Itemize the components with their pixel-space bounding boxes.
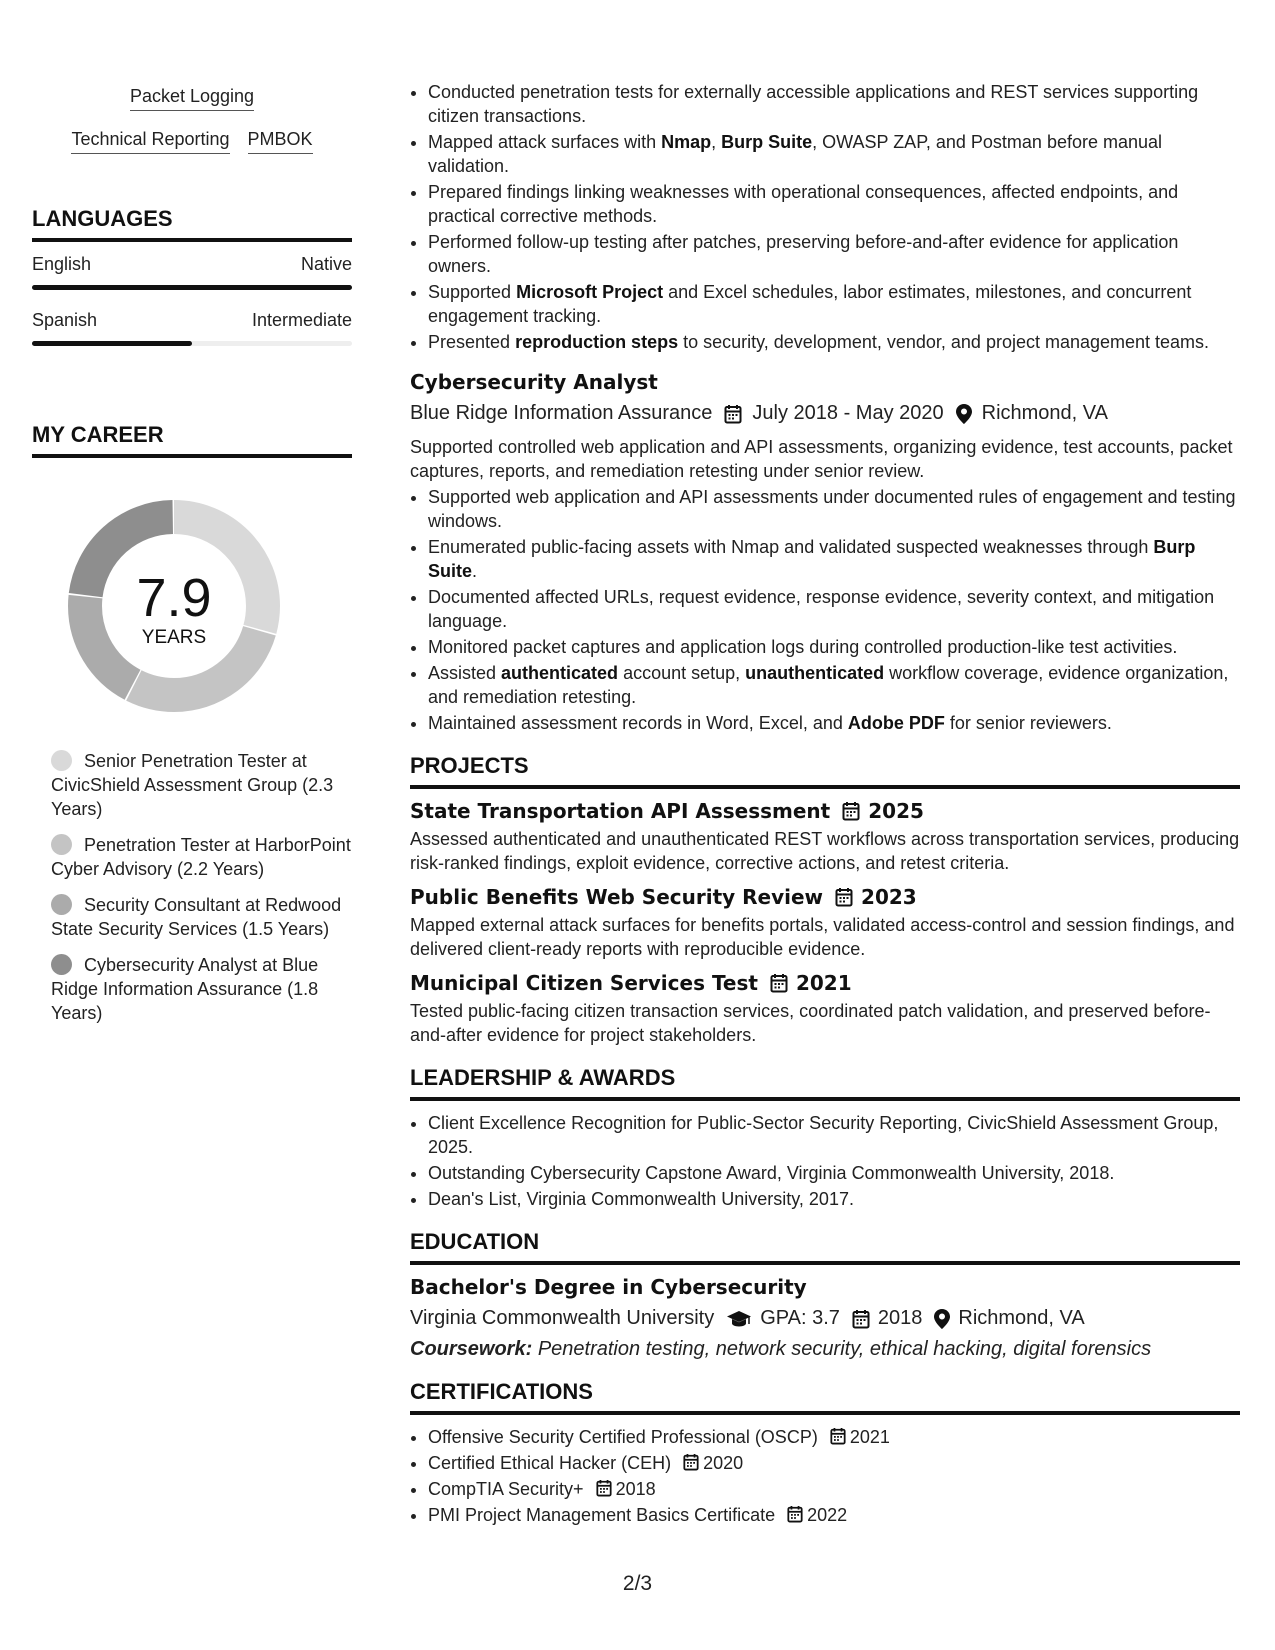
bullet-item: • Supported Microsoft Project and Excel schedules, labor estimates, milestones, and concurrent engagement tracking. bbox=[428, 280, 1240, 328]
awards-heading: LEADERSHIP & AWARDS bbox=[410, 1065, 1240, 1101]
project-item bbox=[410, 885, 1240, 961]
calendar-icon bbox=[770, 973, 788, 993]
job-title: Cybersecurity Analyst bbox=[410, 370, 658, 394]
language-proficiency-bar bbox=[32, 341, 352, 346]
calendar-icon bbox=[852, 1309, 870, 1329]
project-year: 2021 bbox=[795, 971, 852, 995]
legend-dot bbox=[51, 894, 72, 915]
language-name: English bbox=[32, 254, 92, 274]
calendar-icon bbox=[830, 1427, 846, 1445]
location-pin-icon bbox=[934, 1309, 950, 1329]
bullet-item: • Mapped attack surfaces with Nmap, Burp Suite, OWASP ZAP, and Postman before manual validation. bbox=[428, 130, 1240, 178]
job-dates: July 2018 - May 2020 bbox=[752, 402, 944, 424]
languages-heading: LANGUAGES bbox=[32, 206, 352, 242]
cert-name: Certified Ethical Hacker (CEH) bbox=[428, 1453, 672, 1473]
previous-job-bullets bbox=[410, 80, 1240, 354]
cert-item bbox=[428, 1503, 1240, 1527]
projects-heading: PROJECTS bbox=[410, 753, 1240, 789]
cert-item bbox=[428, 1425, 1240, 1449]
cert-item bbox=[428, 1451, 1240, 1475]
cert-year: 2018 bbox=[615, 1479, 656, 1499]
graduation-year: 2018 bbox=[877, 1307, 923, 1329]
award-item: • Dean's List, Virginia Commonwealth University, 2017. bbox=[428, 1187, 1240, 1211]
skill-tags-row-2 bbox=[32, 129, 352, 154]
certifications-heading: CERTIFICATIONS bbox=[410, 1379, 1240, 1415]
bullet-item: • Conducted penetration tests for externally accessible applications and REST services supporting citizen transactions. bbox=[428, 80, 1240, 128]
degree-title: Bachelor's Degree in Cybersecurity bbox=[410, 1275, 807, 1299]
award-item: • Client Excellence Recognition for Public-Sector Security Reporting, CivicShield Assessment Group, 2025. bbox=[428, 1111, 1240, 1159]
legend-dot bbox=[51, 954, 72, 975]
legend-dot bbox=[51, 750, 72, 771]
cert-year: 2021 bbox=[849, 1427, 890, 1447]
skill-tag: Packet Logging bbox=[130, 86, 254, 111]
skill-tags-row-1 bbox=[32, 86, 352, 111]
cert-year: 2022 bbox=[807, 1505, 848, 1525]
project-name: Municipal Citizen Services Test bbox=[410, 971, 758, 995]
career-total: 7.9 bbox=[136, 568, 212, 628]
calendar-icon bbox=[835, 887, 853, 907]
bullet-item: • Supported web application and API assessments under documented rules of engagement and testing windows. bbox=[428, 485, 1240, 533]
page-number: 2/3 bbox=[622, 1572, 653, 1595]
school-location: Richmond, VA bbox=[958, 1307, 1085, 1329]
calendar-icon bbox=[683, 1453, 699, 1471]
cert-name: CompTIA Security+ bbox=[428, 1479, 584, 1499]
bullet-item: • Maintained assessment records in Word, Excel, and Adobe PDF for senior reviewers. bbox=[428, 711, 1240, 735]
coursework bbox=[410, 1338, 1240, 1361]
sidebar bbox=[32, 86, 352, 1037]
language-level: Intermediate bbox=[251, 310, 352, 330]
job-bullets bbox=[410, 485, 1240, 735]
career-unit: YEARS bbox=[141, 627, 207, 648]
career-legend-label: Senior Penetration Tester at CivicShield Assessment Group (2.3 Years) bbox=[51, 751, 334, 819]
bullet-item: • Monitored packet captures and application logs during controlled production-like test activities. bbox=[428, 635, 1240, 659]
cert-year: 2020 bbox=[703, 1453, 744, 1473]
language-spanish bbox=[32, 310, 352, 346]
graduation-cap-icon bbox=[726, 1309, 752, 1329]
coursework-text: Penetration testing, network security, ethical hacking, digital forensics bbox=[537, 1338, 1152, 1360]
skill-tag: Technical Reporting bbox=[71, 129, 229, 154]
career-donut-chart bbox=[66, 498, 352, 719]
cert-item bbox=[428, 1477, 1240, 1501]
project-item bbox=[410, 799, 1240, 875]
language-proficiency-bar bbox=[32, 285, 352, 290]
education-heading: EDUCATION bbox=[410, 1229, 1240, 1265]
coursework-label: Coursework: bbox=[410, 1338, 533, 1360]
education-meta bbox=[410, 1307, 1240, 1330]
career-legend-label: Cybersecurity Analyst at Blue Ridge Information Assurance (1.8 Years) bbox=[51, 955, 319, 1023]
language-name: Spanish bbox=[32, 310, 98, 330]
awards-list bbox=[410, 1111, 1240, 1211]
career-legend-label: Security Consultant at Redwood State Security Services (1.5 Years) bbox=[51, 895, 342, 939]
career-heading: MY CAREER bbox=[32, 422, 352, 458]
career-legend-item bbox=[32, 953, 352, 1025]
skill-tag: PMBOK bbox=[248, 129, 313, 154]
bullet-item: • Documented affected URLs, request evidence, response evidence, severity context, and mitigation language. bbox=[428, 585, 1240, 633]
calendar-icon bbox=[596, 1479, 612, 1497]
calendar-icon bbox=[787, 1505, 803, 1523]
career-legend-label: Penetration Tester at HarborPoint Cyber Advisory (2.2 Years) bbox=[51, 835, 351, 879]
job-location: Richmond, VA bbox=[981, 402, 1108, 424]
project-desc: Tested public-facing citizen transaction services, coordinated patch validation, and preserved before-and-after evidence for project stakeholders. bbox=[410, 1001, 1211, 1045]
project-year: 2023 bbox=[861, 885, 917, 909]
career-legend-item bbox=[32, 893, 352, 941]
bullet-item: • Assisted authenticated account setup, unauthenticated workflow coverage, evidence organization, and remediation retesting. bbox=[428, 661, 1240, 709]
gpa: GPA: 3.7 bbox=[760, 1307, 840, 1329]
bullet-item: • Presented reproduction steps to security, development, vendor, and project management teams. bbox=[428, 330, 1240, 354]
language-english bbox=[32, 254, 352, 290]
language-proficiency-fill bbox=[32, 285, 352, 290]
career-legend bbox=[32, 749, 352, 1025]
career-donut-svg bbox=[66, 498, 282, 714]
calendar-icon bbox=[842, 801, 860, 821]
language-proficiency-fill bbox=[32, 341, 192, 346]
certifications-list bbox=[410, 1425, 1240, 1527]
bullet-item: • Enumerated public-facing assets with Nmap and validated suspected weaknesses through Burp Suite. bbox=[428, 535, 1240, 583]
bullet-item: • Prepared findings linking weaknesses with operational consequences, affected endpoints, and practical corrective methods. bbox=[428, 180, 1240, 228]
project-desc: Mapped external attack surfaces for benefits portals, validated access-control and session findings, and delivered client-ready reports with reproducible evidence. bbox=[410, 915, 1235, 959]
project-name: Public Benefits Web Security Review bbox=[410, 885, 824, 909]
school-name: Virginia Commonwealth University bbox=[410, 1307, 715, 1329]
cert-name: PMI Project Management Basics Certificate bbox=[428, 1505, 776, 1525]
project-year: 2025 bbox=[868, 799, 924, 823]
project-desc: Assessed authenticated and unauthenticated REST workflows across transportation services, producing risk-ranked findings, exploit evidence, corrective actions, and retest criteria. bbox=[410, 829, 1240, 873]
career-legend-item bbox=[32, 833, 352, 881]
language-level: Native bbox=[300, 254, 352, 274]
project-item bbox=[410, 971, 1240, 1047]
job-company: Blue Ridge Information Assurance bbox=[410, 402, 713, 424]
location-pin-icon bbox=[956, 404, 972, 424]
job-summary: Supported controlled web application and API assessments, organizing evidence, test accounts, packet captures, reports, and remediation retesting under senior review. bbox=[410, 437, 1233, 481]
main-content bbox=[410, 80, 1240, 1529]
career-legend-item bbox=[32, 749, 352, 821]
bullet-item: • Performed follow-up testing after patches, preserving before-and-after evidence for application owners. bbox=[428, 230, 1240, 278]
award-item: • Outstanding Cybersecurity Capstone Award, Virginia Commonwealth University, 2018. bbox=[428, 1161, 1240, 1185]
calendar-icon bbox=[724, 404, 742, 424]
cert-name: Offensive Security Certified Professional (OSCP) bbox=[428, 1427, 818, 1447]
job-meta bbox=[410, 402, 1240, 425]
project-name: State Transportation API Assessment bbox=[410, 799, 831, 823]
legend-dot bbox=[51, 834, 72, 855]
